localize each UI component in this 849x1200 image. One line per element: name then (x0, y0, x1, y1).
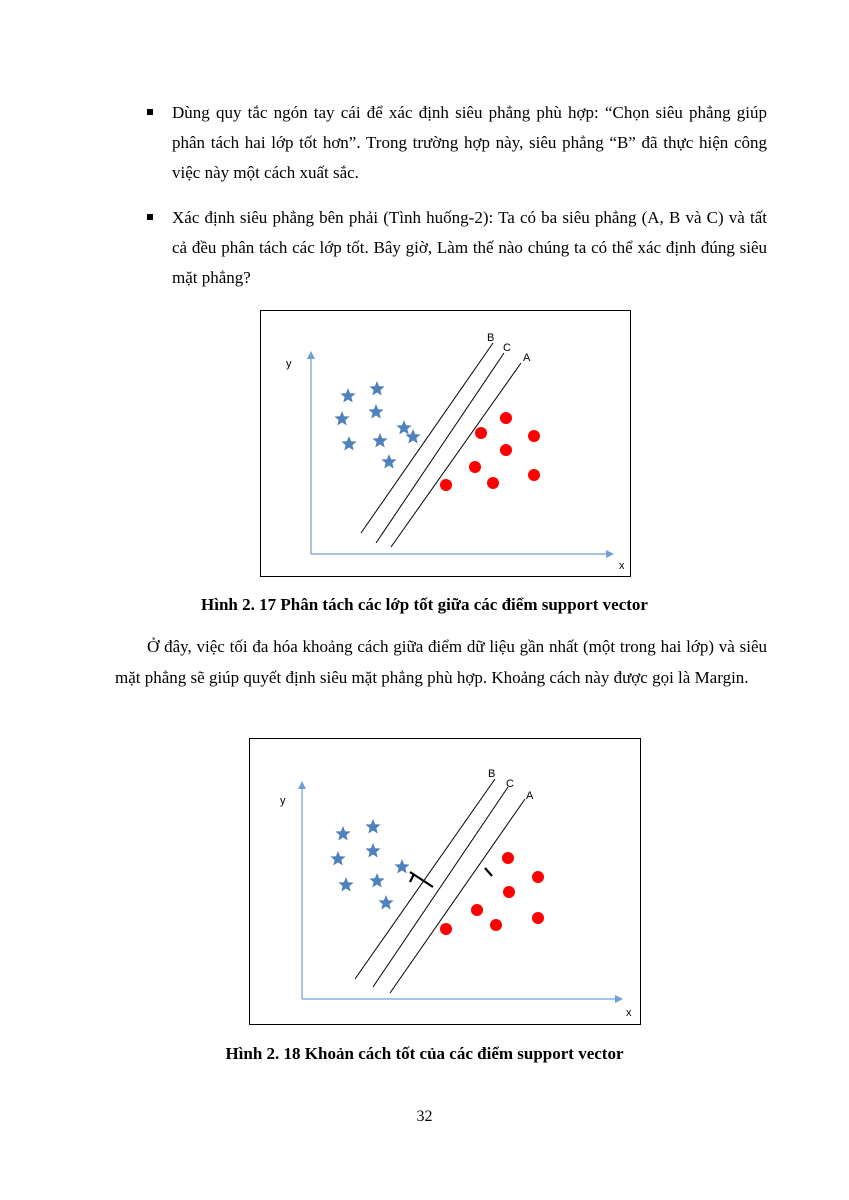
star-points (334, 381, 420, 469)
y-axis-label: y (286, 358, 292, 370)
circle-icon (471, 904, 483, 916)
star-icon (372, 433, 387, 448)
x-axis-arrow-icon (615, 995, 623, 1003)
star-icon (335, 826, 350, 841)
hyperplanes (361, 343, 521, 547)
margin-marker-right (485, 868, 492, 876)
bullet-text: Xác định siêu phẳng bên phải (Tình huống-2): Ta có ba siêu phẳng (A, B và C) và tất cả đều phân tách các lớp tốt. Bây giờ, Làm thế nào chúng ta có thể xác định đúng siêu mặt phẳng? (172, 208, 767, 287)
y-axis-label: y (280, 795, 286, 807)
star-points (330, 819, 409, 910)
square-bullet-icon (147, 214, 153, 220)
figure-1-caption: Hình 2. 17 Phân tách các lớp tốt giữa các điểm support vector (201, 595, 648, 614)
star-icon (394, 859, 409, 874)
circle-icon (532, 871, 544, 883)
bullet-item-2 (147, 203, 767, 293)
figure-svm-margin (249, 738, 641, 1025)
axes (286, 351, 625, 572)
hyperplane-label-c: C (503, 342, 511, 354)
circle-icon (528, 469, 540, 481)
circle-icon (487, 477, 499, 489)
hyperplane-label-c: C (506, 778, 514, 790)
circle-icon (500, 444, 512, 456)
star-icon (381, 454, 396, 469)
figure-1-canvas (261, 311, 630, 576)
star-icon (369, 873, 384, 888)
figure-2-canvas (250, 739, 640, 1024)
circle-icon (528, 430, 540, 442)
figure-svm-hyperplanes (260, 310, 631, 577)
circle-icon (503, 886, 515, 898)
hyperplane-label-a: A (526, 790, 534, 802)
figure-2-caption: Hình 2. 18 Khoản cách tốt của các điểm support vector (225, 1044, 624, 1063)
hyperplane-label-b: B (488, 768, 496, 780)
star-icon (341, 436, 356, 451)
bullet-text: Dùng quy tắc ngón tay cái để xác định siêu phẳng phù hợp: “Chọn siêu phẳng giúp phân tách hai lớp tốt hơn”. Trong trường hợp này, siêu phẳng “B” đã thực hiện công việc này một cách xuất sắc. (172, 103, 767, 182)
circle-icon (475, 427, 487, 439)
star-icon (378, 895, 393, 910)
circle-icon (502, 852, 514, 864)
star-icon (340, 388, 355, 403)
circle-icon (469, 461, 481, 473)
x-axis-label: x (626, 1007, 632, 1019)
star-icon (365, 843, 380, 858)
circle-icon (440, 479, 452, 491)
hyperplane-a (391, 363, 521, 547)
circle-icon (440, 923, 452, 935)
hyperplane-c (376, 353, 504, 543)
star-icon (365, 819, 380, 834)
star-icon (369, 381, 384, 396)
bullet-item-1 (147, 98, 767, 188)
y-axis-arrow-icon (307, 351, 315, 359)
star-icon (334, 411, 349, 426)
square-bullet-icon (147, 109, 153, 115)
star-icon (338, 877, 353, 892)
hyperplane-label-b: B (487, 332, 495, 344)
star-icon (368, 404, 383, 419)
x-axis-arrow-icon (606, 550, 614, 558)
body-paragraph: Ở đây, việc tối đa hóa khoảng cách giữa điểm dữ liệu gần nhất (một trong hai lớp) và siêu mặt phẳng sẽ giúp quyết định siêu mặt phẳng phù hợp. Khoảng cách này được gọi là Margin. (115, 637, 767, 687)
circle-icon (532, 912, 544, 924)
x-axis-label: x (619, 560, 625, 572)
circle-points (440, 412, 540, 491)
star-icon (396, 420, 411, 435)
circle-icon (500, 412, 512, 424)
star-icon (330, 851, 345, 866)
margin-marker-tick (410, 874, 414, 882)
circle-icon (490, 919, 502, 931)
page-number: 32 (416, 1108, 433, 1125)
y-axis-arrow-icon (298, 781, 306, 789)
axes (280, 781, 632, 1019)
hyperplane-c (373, 787, 508, 987)
hyperplane-label-a: A (523, 352, 531, 364)
